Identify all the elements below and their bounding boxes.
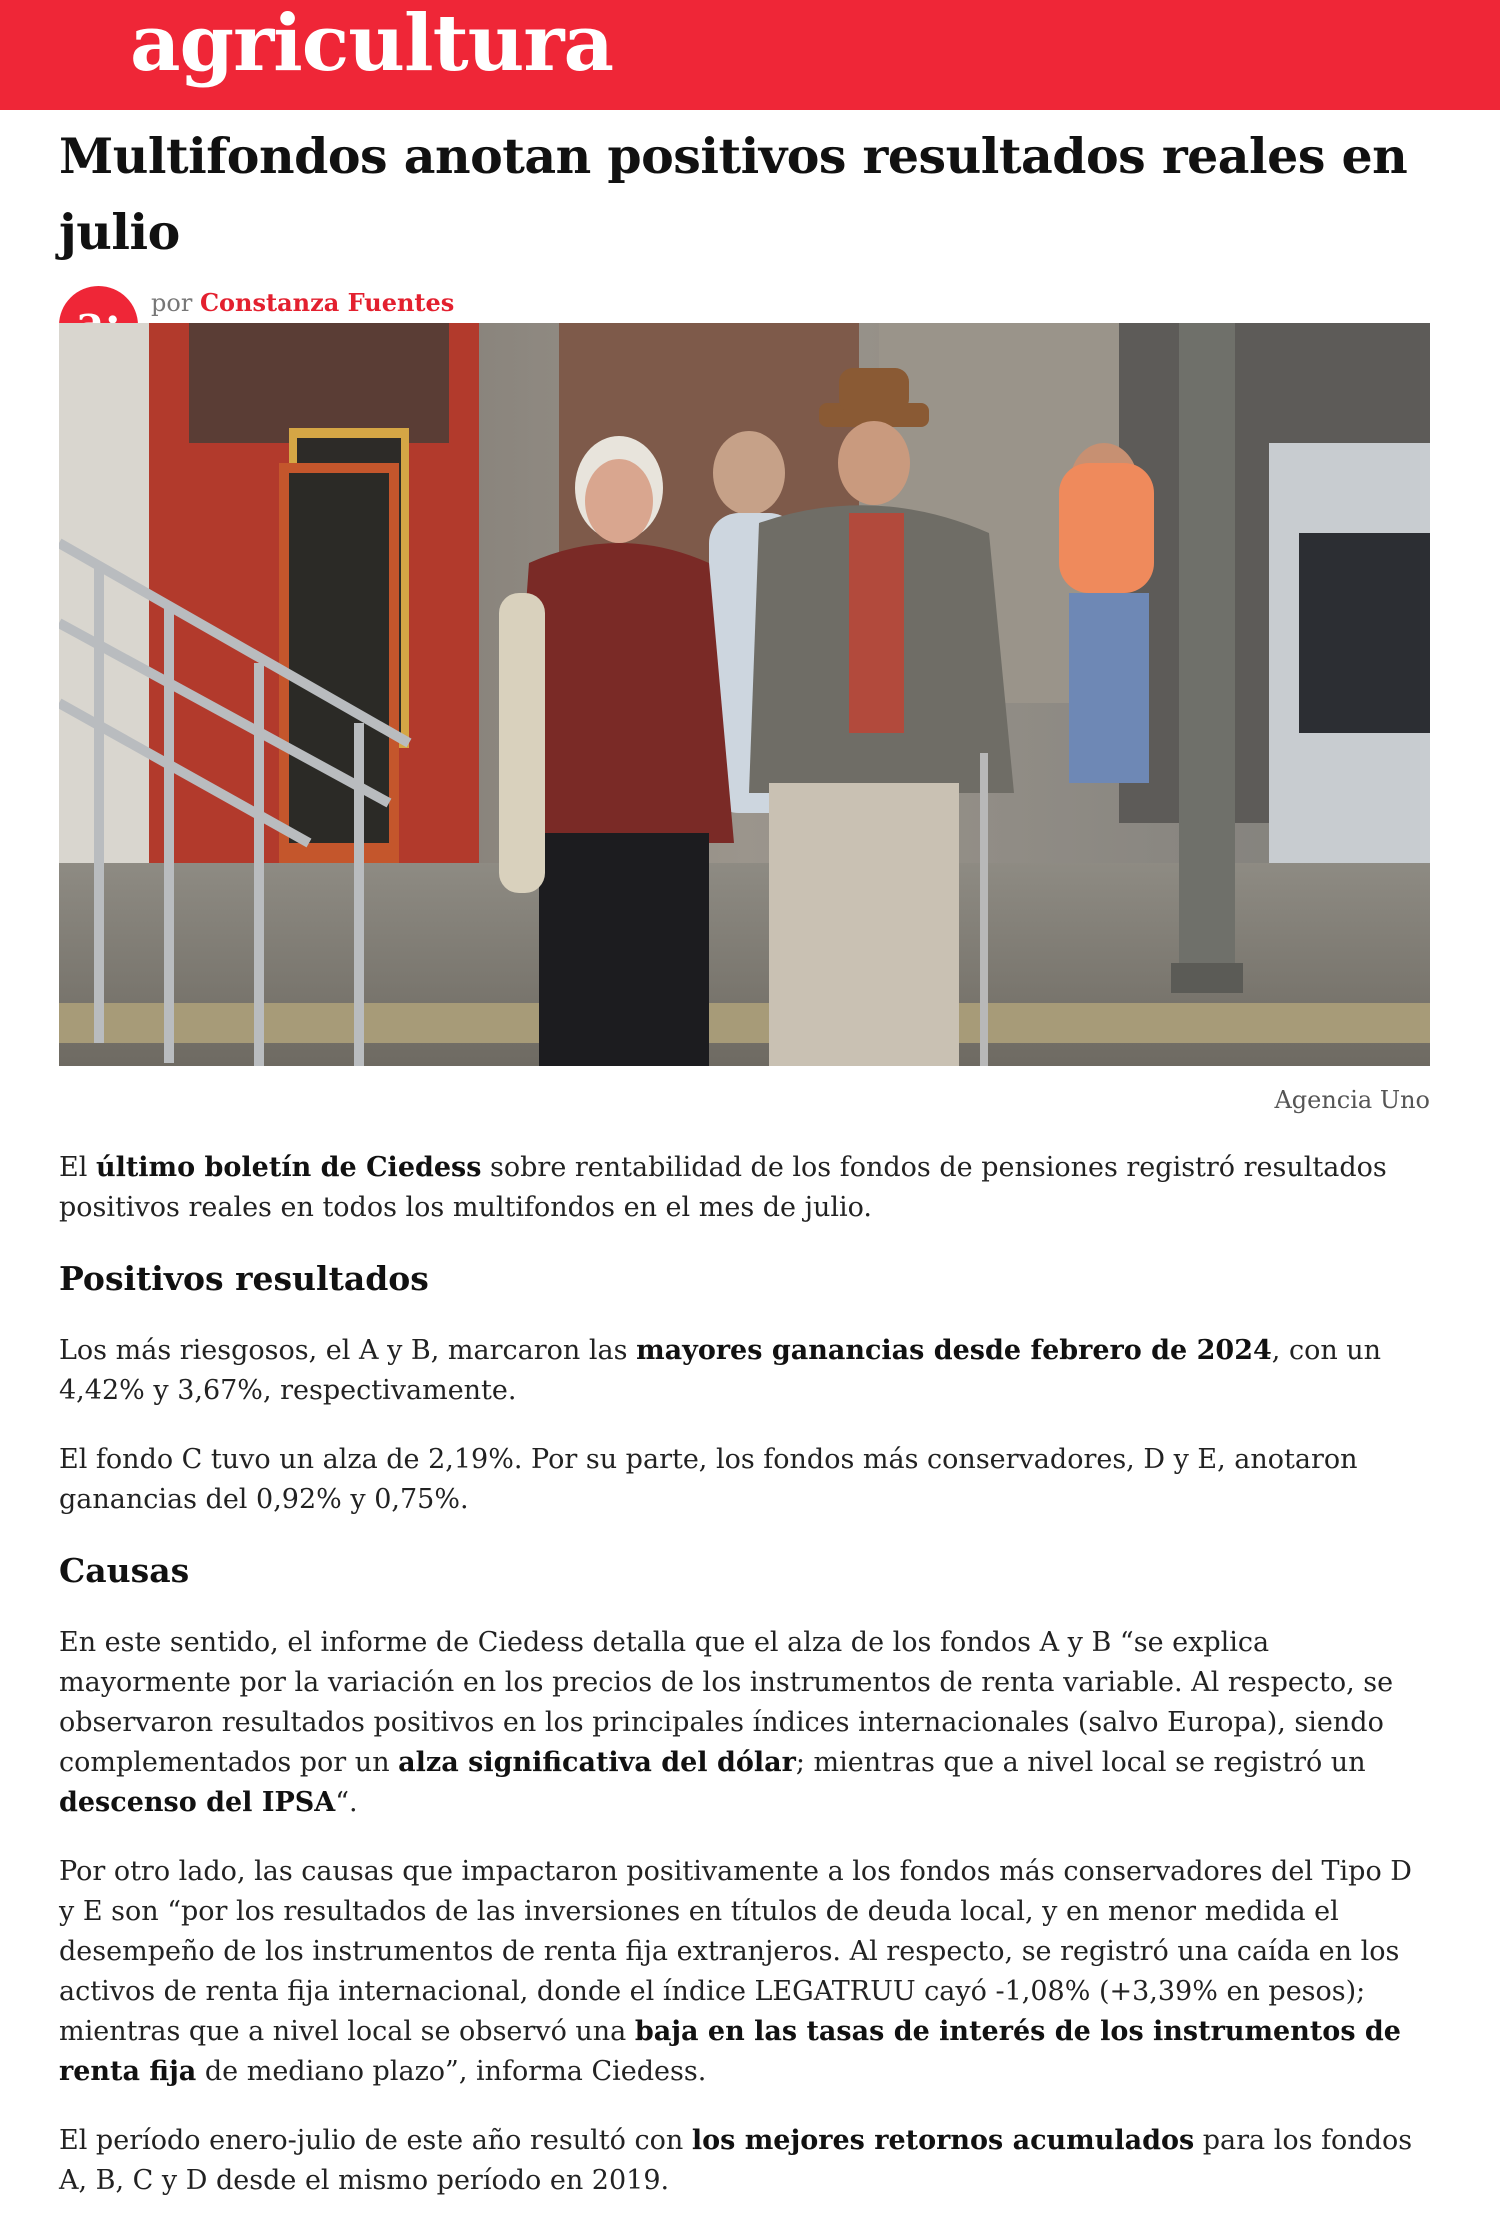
author-link[interactable]: Constanza Fuentes [199, 288, 455, 317]
bold-text: alza significativa del dólar [398, 1747, 796, 1778]
text-run: El período enero-julio de este año resultó con [59, 2125, 692, 2156]
site-header [0, 0, 1500, 110]
bold-text: baja en las tasas de interés de los instrumentos de renta fija [59, 2016, 1401, 2087]
text-run: sobre rentabilidad de los fondos de pensiones registró resultados positivos reales en todos los multifondos en el mes de julio. [59, 1152, 1387, 1223]
paragraph-4 [59, 1623, 1430, 1823]
section-title-positivos: Positivos resultados [59, 1259, 429, 1298]
text-run: para los fondos A, B, C y D desde el mismo período en 2019. [59, 2125, 1413, 2196]
bold-text: los mejores retornos acumulados [691, 2125, 1195, 2156]
text-run: Por otro lado, las causas que impactaron positivamente a los fondos más conservadores del Tipo D y E son “por los resultados de las inversiones en títulos de deuda local, y en menor medida el desempeño de los instrumentos de renta fija extranjeros. Al respecto, se registró una caída en los activos de renta fija internacional, donde el índice LEGATRUU cayó -1,08% (+3,39% en pesos); mientras que a nivel local se observó una [59, 1856, 1412, 2047]
text-run: El [59, 1152, 96, 1183]
byline-author-line [151, 288, 454, 317]
text-run: ; mientras que a nivel local se registró un [795, 1747, 1366, 1778]
paragraph-5 [59, 1852, 1430, 2092]
article-body [59, 1148, 1430, 2230]
section-title-causas: Causas [59, 1551, 190, 1590]
text-run: Los más riesgosos, el A y B, marcaron las [59, 1335, 637, 1366]
article-photo [59, 323, 1430, 1066]
article-container [59, 118, 1430, 2196]
article-headline: Multifondos anotan positivos resultados reales en julio [59, 127, 1408, 261]
byline-prefix: por [151, 289, 193, 317]
paragraph-6 [59, 2121, 1430, 2201]
paragraph-3: El fondo C tuvo un alza de 2,19%. Por su parte, los fondos más conservadores, D y E, anotaron ganancias del 0,92% y 0,75%. [59, 1444, 1358, 1515]
text-run: En este sentido, el informe de Ciedess detalla que el alza de los fondos A y B “se explica mayormente por la variación en los precios de los instrumentos de renta variable. Al respecto, se observaron resultados positivos en los principales índices internacionales (salvo Europa), siendo complementados por un [59, 1627, 1394, 1778]
bold-link-boletin[interactable]: último boletín de Ciedess [95, 1152, 482, 1183]
text-run: , con un 4,42% y 3,67%, respectivamente. [59, 1335, 1382, 1406]
bold-text: mayores ganancias desde febrero de 2024 [636, 1335, 1272, 1366]
text-run: “. [335, 1787, 358, 1818]
photo-credit: Agencia Uno [1274, 1086, 1430, 1114]
paragraph-2 [59, 1331, 1430, 1411]
site-logo[interactable]: agricultura [130, 0, 614, 89]
article-photo-image [59, 323, 1430, 1066]
paragraph-intro [59, 1148, 1430, 1228]
bold-text: descenso del IPSA [59, 1787, 336, 1818]
text-run: de mediano plazo”, informa Ciedess. [196, 2056, 707, 2087]
